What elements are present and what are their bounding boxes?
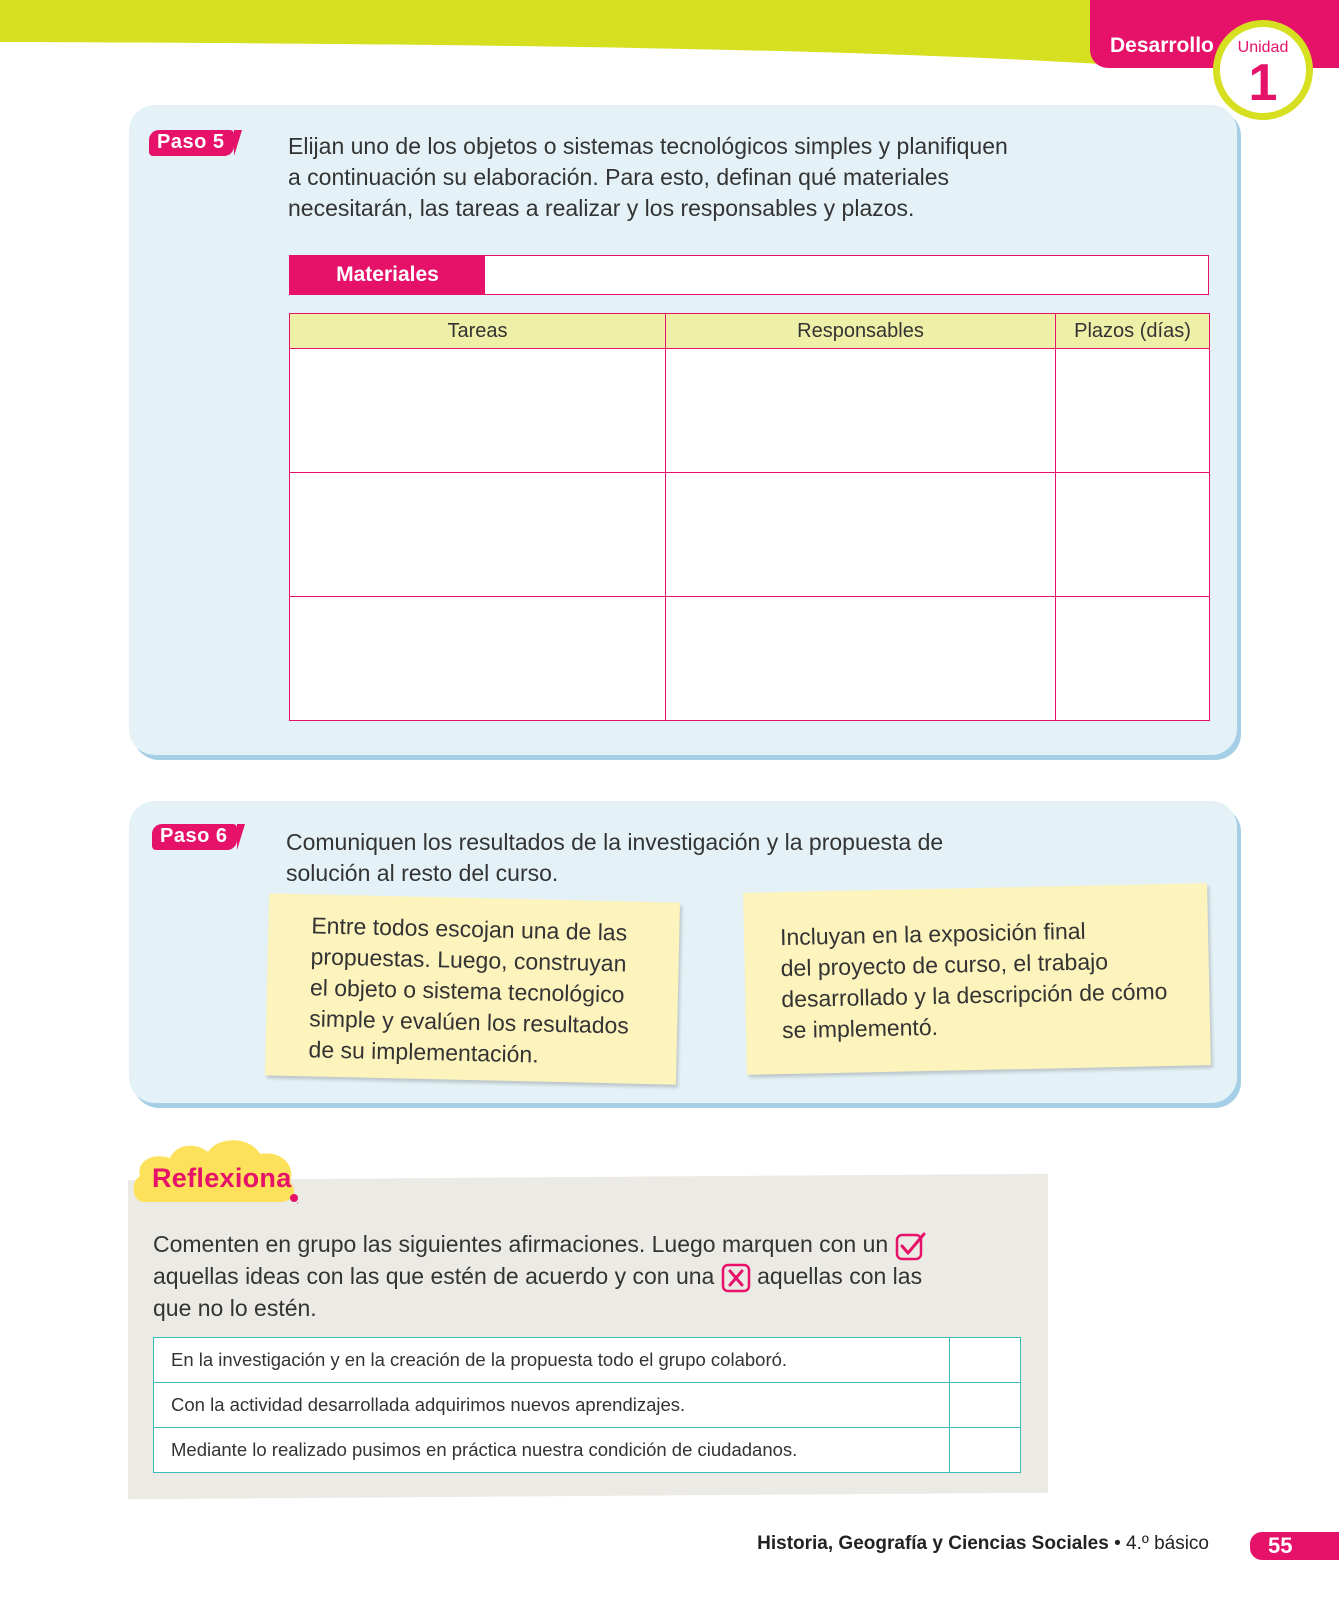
footer (757, 1533, 1209, 1555)
column-header-tareas: Tareas (290, 314, 666, 349)
instruction-line: que no lo estén. (153, 1294, 317, 1321)
table-cell[interactable] (290, 473, 666, 597)
note-line: propuestas. Luego, construyan (310, 943, 627, 977)
cross-box-icon (721, 1263, 751, 1293)
note-line: del proyecto de curso, el trabajo (780, 948, 1109, 982)
section-label: Desarrollo (1110, 34, 1214, 57)
column-header-responsables: Responsables (666, 314, 1056, 349)
statement-text: Con la actividad desarrollada adquirimos nuevos aprendizajes. (154, 1383, 950, 1428)
page-number: 55 (1250, 1532, 1339, 1560)
materials-field[interactable] (289, 255, 1209, 295)
footer-subject: Historia, Geografía y Ciencias Sociales (757, 1533, 1109, 1554)
top-banner-wave (0, 0, 1100, 64)
planning-table (289, 313, 1210, 721)
statement-text: Mediante lo realizado pusimos en práctica nuestra condición de ciudadanos. (154, 1428, 950, 1473)
table-row (290, 473, 1210, 597)
sticky-note-right (743, 883, 1211, 1075)
table-cell[interactable] (1056, 349, 1210, 473)
instruction-line: Elijan uno de los objetos o sistemas tecnológicos simples y planifiquen (288, 133, 1008, 159)
table-cell[interactable] (666, 473, 1056, 597)
table-cell[interactable] (290, 597, 666, 721)
unit-badge (1213, 20, 1313, 120)
table-cell[interactable] (1056, 597, 1210, 721)
note-text (780, 914, 1169, 1046)
paso6-instructions (286, 827, 1186, 889)
note-line: se implementó. (781, 1013, 939, 1044)
note-text (308, 910, 631, 1072)
table-cell[interactable] (290, 349, 666, 473)
note-line: desarrollado y la descripción de cómo (781, 978, 1168, 1013)
paso5-instructions (288, 131, 1188, 224)
instruction-line: aquellas con las (757, 1262, 923, 1289)
materials-label: Materiales (290, 256, 485, 294)
mark-box[interactable] (950, 1428, 1021, 1473)
note-line: de su implementación. (308, 1036, 539, 1068)
table-row (154, 1338, 1021, 1383)
table-header-row (290, 314, 1210, 349)
table-row (290, 349, 1210, 473)
footer-grade: 4.º básico (1126, 1533, 1209, 1554)
note-line: simple y evalúen los resultados (308, 1005, 630, 1039)
instruction-line: solución al resto del curso. (286, 860, 559, 886)
reflexiona-instructions (153, 1229, 953, 1324)
table-cell[interactable] (1056, 473, 1210, 597)
mark-box[interactable] (950, 1383, 1021, 1428)
note-line: el objeto o sistema tecnológico (309, 974, 625, 1008)
reflexiona-title: Reflexiona (152, 1163, 292, 1193)
instruction-line: Comuniquen los resultados de la investigación y la propuesta de (286, 829, 944, 855)
mark-box[interactable] (950, 1338, 1021, 1383)
unit-number: 1 (1248, 54, 1278, 112)
table-row (154, 1428, 1021, 1473)
instruction-line: Comenten en grupo las siguientes afirmaciones. Luego marquen con un (153, 1231, 889, 1257)
paso5-badge: Paso 5 (149, 130, 234, 156)
instruction-line: aquellas ideas con las que estén de acuerdo y con una (153, 1262, 715, 1289)
note-line: Entre todos escojan una de las (311, 912, 628, 946)
table-row (290, 597, 1210, 721)
table-row (154, 1383, 1021, 1428)
unit-word: Unidad (1237, 39, 1289, 56)
statements-table (153, 1337, 1021, 1473)
table-cell[interactable] (666, 349, 1056, 473)
instruction-line: a continuación su elaboración. Para esto, definan qué materiales (288, 164, 950, 190)
footer-bullet: • (1114, 1533, 1126, 1554)
column-header-plazos: Plazos (días) (1056, 314, 1210, 349)
note-line: Incluyan en la exposición final (779, 917, 1086, 951)
instruction-line: necesitarán, las tareas a realizar y los responsables y plazos. (288, 195, 915, 221)
statement-text: En la investigación y en la creación de la propuesta todo el grupo colaboró. (154, 1338, 950, 1383)
sticky-note-left (265, 893, 680, 1084)
table-cell[interactable] (666, 597, 1056, 721)
paso6-badge: Paso 6 (152, 824, 237, 850)
checkmark-box-icon (895, 1231, 927, 1261)
